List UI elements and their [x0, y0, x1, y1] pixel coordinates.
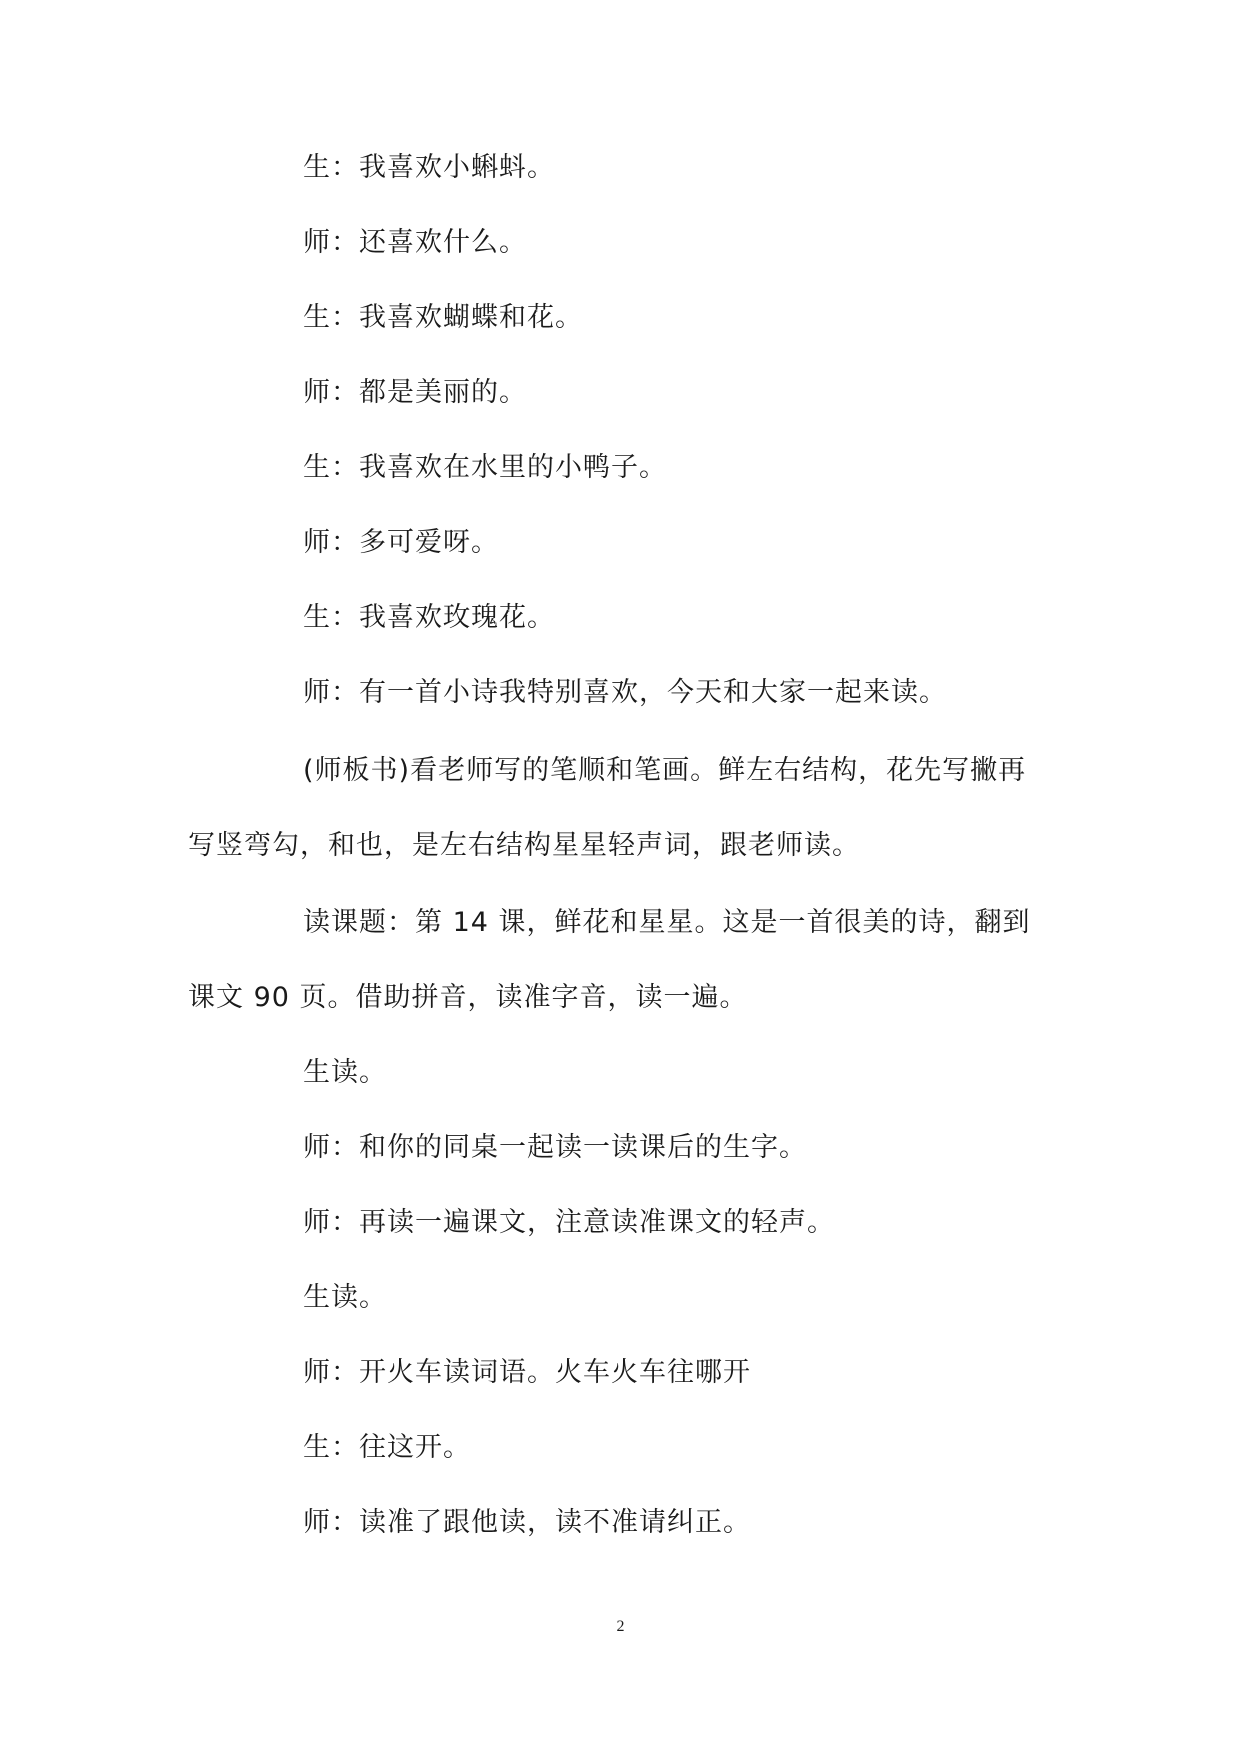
- dialogue-line: 师：开火车读词语。火车火车往哪开: [303, 1357, 751, 1388]
- page-number: 2: [616, 1618, 625, 1635]
- dialogue-line: 生：我喜欢小蝌蚪。: [303, 152, 555, 183]
- dialogue-line: 师：还喜欢什么。: [303, 227, 527, 258]
- dialogue-line: 生读。: [303, 1057, 387, 1088]
- dialogue-line: 师：多可爱呀。: [303, 527, 499, 558]
- dialogue-line: 师：都是美丽的。: [303, 377, 527, 408]
- dialogue-line: 生读。: [303, 1282, 387, 1313]
- paragraph-line: (师板书)看老师写的笔顺和笔画。鲜左右结构，花先写撇再: [303, 755, 1027, 786]
- dialogue-line: 生：我喜欢玫瑰花。: [303, 602, 555, 633]
- dialogue-line: 师：读准了跟他读，读不准请纠正。: [303, 1507, 751, 1538]
- paragraph-line: 读课题：第 14 课，鲜花和星星。这是一首很美的诗，翻到: [303, 907, 1031, 938]
- paragraph-line: 写竖弯勾，和也，是左右结构星星轻声词，跟老师读。: [188, 830, 860, 861]
- dialogue-line: 师：有一首小诗我特别喜欢，今天和大家一起来读。: [303, 677, 947, 708]
- paragraph-line: 课文 90 页。借助拼音，读准字音，读一遍。: [188, 982, 748, 1013]
- dialogue-line: 师：和你的同桌一起读一读课后的生字。: [303, 1132, 807, 1163]
- dialogue-line: 生：往这开。: [303, 1432, 471, 1463]
- dialogue-line: 师：再读一遍课文，注意读准课文的轻声。: [303, 1207, 835, 1238]
- dialogue-line: 生：我喜欢在水里的小鸭子。: [303, 452, 667, 483]
- dialogue-line: 生：我喜欢蝴蝶和花。: [303, 302, 583, 333]
